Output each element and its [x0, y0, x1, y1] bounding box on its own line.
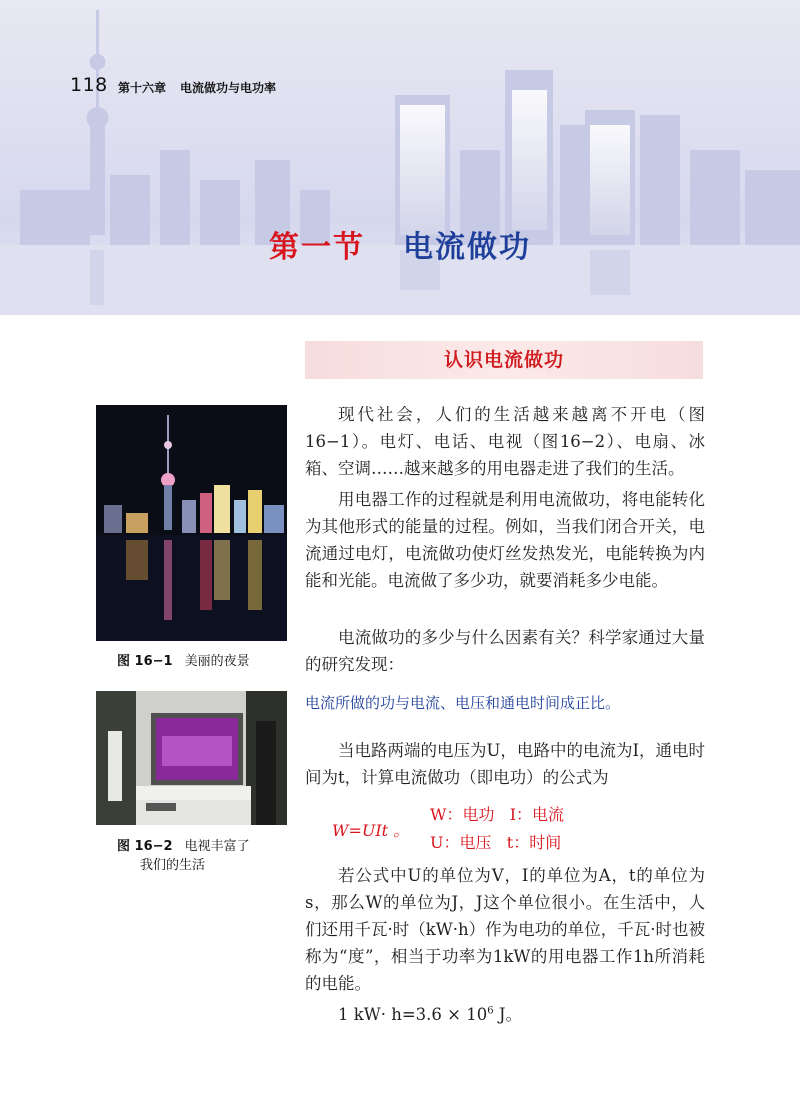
tv-illustration: [96, 691, 287, 825]
body-paragraph-2: 用电器工作的过程就是利用电流做功，将电能转化为其他形式的能量的过程。例如，当我们闭合开关，电流通过电灯，电流做功使灯丝发热发光，电能转换为内能和光能。电流做了多少功，就要消耗多少电能。: [305, 490, 705, 590]
night-skyline-illustration: [96, 405, 287, 641]
figure-1-text: 美丽的夜景: [184, 654, 250, 669]
formula-legend-row-2: [430, 830, 561, 853]
figure-2-text-1: 电视丰富了: [184, 839, 250, 854]
legend-U: U：电压: [430, 833, 492, 852]
law-statement: 电流所做的功与电流、电压和通电时间成正比。: [305, 694, 621, 712]
section-title: [0, 222, 800, 266]
legend-I: I：电流: [509, 805, 565, 824]
skyline-background: [0, 0, 800, 315]
equation-exponent: 6: [487, 1005, 494, 1017]
chapter-heading: [118, 79, 276, 96]
unit-equation: [338, 1001, 522, 1025]
figure-2-caption-line-1: [117, 835, 250, 854]
subsection-title: 认识电流做功: [305, 341, 703, 379]
body-paragraph-4: 当电路两端的电压为U，电路中的电流为I，通电时间为t，计算电流做功（即电功）的公式为: [305, 741, 705, 787]
work-formula: W=UIt 。: [332, 821, 410, 840]
formula-legend-row-1: [430, 802, 564, 825]
figure-night-view-image: [96, 405, 287, 641]
figure-tv-image: [96, 691, 287, 825]
formula-block: [320, 800, 700, 860]
section-name: 电流做功: [403, 230, 531, 265]
body-paragraph-5: 若公式中U的单位为V，I的单位为A，t的单位为s，那么W的单位为J，J这个单位很小。在生活中，人们还用千瓦·时（kW·h）作为电功的单位，千瓦·时也被称为“度”，相当于功率为1kW的用电器工作1h所消耗的电能。: [305, 866, 705, 993]
page-number: 118: [70, 74, 108, 96]
equation-main: 1 kW· h=3.6 × 10: [338, 1005, 488, 1024]
body-paragraph-3: 电流做功的多少与什么因素有关？科学家通过大量的研究发现：: [305, 628, 705, 674]
figure-2-label: 图 16−2: [117, 839, 173, 854]
chapter-number: 第十六章: [118, 81, 167, 95]
chapter-title: 电流做功与电功率: [180, 81, 277, 95]
equation-unit: J。: [493, 1005, 522, 1024]
legend-t: t：时间: [506, 833, 562, 852]
figure-1-caption: [117, 650, 250, 669]
body-paragraph-1: 现代社会，人们的生活越来越离不开电（图16−1）。电灯、电话、电视（图16−2）、电扇、冰箱、空调……越来越多的用电器走进了我们的生活。: [305, 405, 705, 478]
section-number: 第一节: [269, 230, 365, 265]
legend-W: W：电功: [430, 805, 495, 824]
figure-1-label: 图 16−1: [117, 654, 173, 669]
header-banner: [0, 0, 800, 315]
figure-2-caption-line-2: 我们的生活: [140, 858, 206, 873]
